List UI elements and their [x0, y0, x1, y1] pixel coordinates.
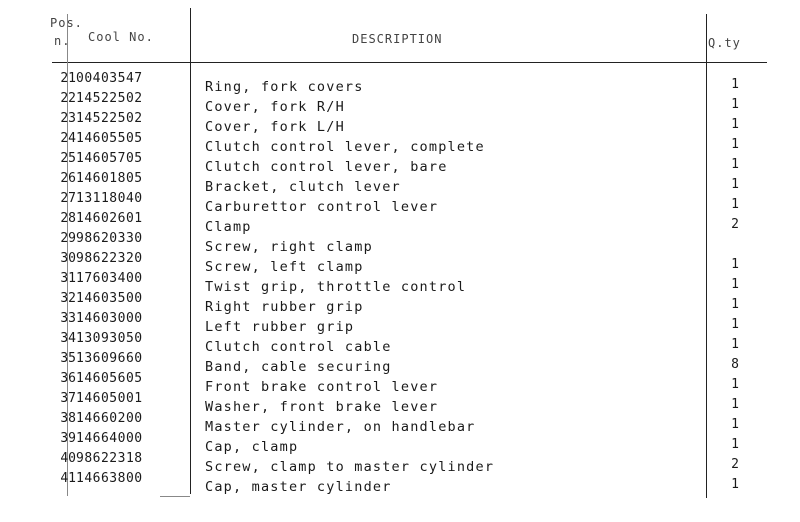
row-code: 14602601 [76, 211, 143, 226]
row-code: 14663800 [76, 471, 143, 486]
row-qty: 1 [731, 257, 739, 272]
row-qty: 1 [731, 477, 739, 492]
row-code: 14660200 [76, 411, 143, 426]
row-code: 14664000 [76, 431, 143, 446]
row-code: 14605505 [76, 131, 143, 146]
row-pos: 29 [60, 231, 76, 246]
table-bottom-rule [160, 496, 190, 497]
row-description: Master cylinder, on handlebar [205, 419, 476, 435]
row-code: 14605605 [76, 371, 143, 386]
row-code: 14522502 [76, 111, 143, 126]
row-pos: 36 [60, 371, 76, 386]
row-code: 14605705 [76, 151, 143, 166]
row-description: Left rubber grip [205, 319, 355, 335]
row-description: Cap, clamp [205, 439, 299, 455]
row-description: Cap, master cylinder [205, 479, 392, 495]
row-pos: 27 [60, 191, 76, 206]
row-pos: 37 [60, 391, 76, 406]
row-pos: 24 [60, 131, 76, 146]
row-code: 13609660 [76, 351, 143, 366]
row-description: Screw, clamp to master cylinder [205, 459, 495, 475]
row-code: 17603400 [76, 271, 143, 286]
row-description: Twist grip, throttle control [205, 279, 467, 295]
row-code: 14605001 [76, 391, 143, 406]
row-pos: 40 [60, 451, 76, 466]
row-qty [728, 236, 742, 254]
row-qty: 1 [731, 177, 739, 192]
row-pos: 25 [60, 151, 76, 166]
row-pos: 32 [60, 291, 76, 306]
row-pos: 22 [60, 91, 76, 106]
row-description: Clamp [205, 219, 252, 235]
header-description: DESCRIPTION [352, 32, 443, 46]
row-description: Bracket, clutch lever [205, 179, 401, 195]
row-qty: 1 [731, 277, 739, 292]
row-qty: 1 [731, 117, 739, 132]
row-description: Right rubber grip [205, 299, 364, 315]
row-pos: 33 [60, 311, 76, 326]
row-code: 14601805 [76, 171, 143, 186]
row-pos: 34 [60, 331, 76, 346]
row-description: Band, cable securing [205, 359, 392, 375]
row-description: Clutch control lever, bare [205, 159, 448, 175]
column-divider-code [190, 8, 191, 494]
header-pos-line1: Pos. [50, 16, 83, 30]
row-qty: 1 [731, 77, 739, 92]
row-qty: 1 [731, 157, 739, 172]
row-description: Carburettor control lever [205, 199, 439, 215]
header-qty: Q.ty [708, 36, 741, 50]
row-qty: 2 [731, 217, 739, 232]
row-code: 14603000 [76, 311, 143, 326]
row-pos: 38 [60, 411, 76, 426]
row-description: Front brake control lever [205, 379, 439, 395]
row-pos: 39 [60, 431, 76, 446]
row-qty: 1 [731, 377, 739, 392]
row-pos: 26 [60, 171, 76, 186]
row-description: Clutch control lever, complete [205, 139, 485, 155]
row-description: Screw, left clamp [205, 259, 364, 275]
row-pos: 31 [60, 271, 76, 286]
row-qty: 1 [731, 197, 739, 212]
row-pos: 28 [60, 211, 76, 226]
row-qty: 1 [731, 417, 739, 432]
row-pos: 21 [60, 71, 76, 86]
row-code: 98622318 [76, 451, 143, 466]
row-pos: 35 [60, 351, 76, 366]
row-code: 00403547 [76, 71, 143, 86]
row-qty: 1 [731, 337, 739, 352]
row-qty: 1 [731, 97, 739, 112]
row-code: 13093050 [76, 331, 143, 346]
row-qty: 1 [731, 317, 739, 332]
row-code: 98622320 [76, 251, 143, 266]
row-code: 98620330 [76, 231, 143, 246]
row-code: 14603500 [76, 291, 143, 306]
row-pos: 41 [60, 471, 76, 486]
row-qty: 1 [731, 437, 739, 452]
header-bottom-rule [52, 62, 767, 63]
row-description: Clutch control cable [205, 339, 392, 355]
row-description: Screw, right clamp [205, 239, 373, 255]
row-pos: 23 [60, 111, 76, 126]
row-pos: 30 [60, 251, 76, 266]
row-code: 13118040 [76, 191, 143, 206]
row-qty: 1 [731, 297, 739, 312]
row-code: 14522502 [76, 91, 143, 106]
row-qty: 1 [731, 137, 739, 152]
row-description: Ring, fork covers [205, 79, 364, 95]
row-description: Cover, fork R/H [205, 99, 345, 115]
row-qty: 2 [731, 457, 739, 472]
header-code-no: Cool No. [88, 30, 154, 44]
row-description: Washer, front brake lever [205, 399, 439, 415]
header-pos-line2: n. [54, 34, 71, 48]
row-qty: 8 [731, 357, 739, 372]
row-qty: 1 [731, 397, 739, 412]
column-divider-qty [706, 14, 707, 498]
row-description: Cover, fork L/H [205, 119, 345, 135]
